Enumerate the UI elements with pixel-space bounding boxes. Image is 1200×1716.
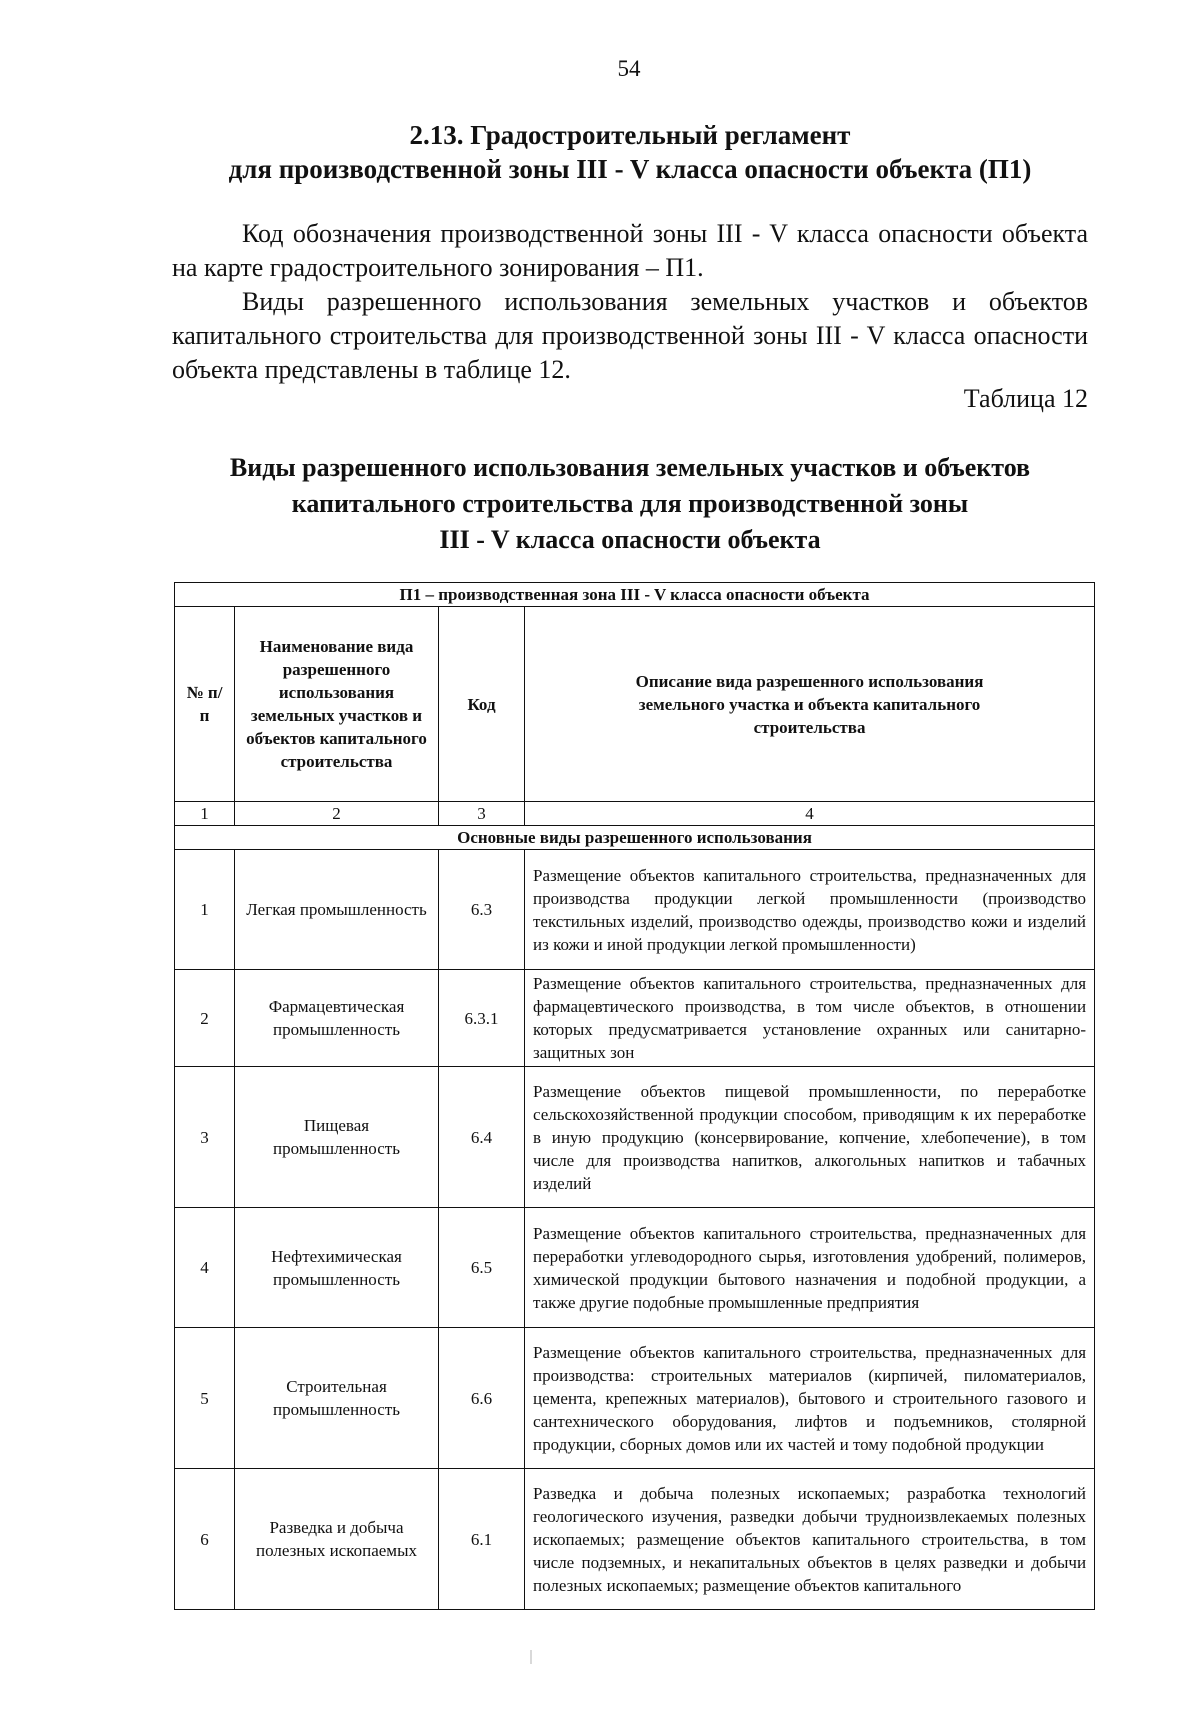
- row-desc: Размещение объектов капитального строительства, предназначенных для производства: строительных материалов (кирпичей, пиломатериалов, цемента, крепежных материалов), бытового и строительного газового и сантехнического оборудования, лифтов и подъемников, столярной продукции, сборных домов или их частей и тому подобной продукции: [525, 1328, 1095, 1469]
- paragraph-zone-code: [172, 217, 1088, 285]
- row-code: 6.4: [439, 1067, 525, 1208]
- table-title-line2: капитального строительства для производственной зоны: [291, 489, 969, 518]
- row-name: Разведка и добыча полезных ископаемых: [235, 1469, 439, 1610]
- row-name: Строительная промышленность: [235, 1328, 439, 1469]
- table-row: [175, 850, 1095, 970]
- table-title-line3: III - V класса опасности объекта: [439, 525, 821, 554]
- section-title-line2: для производственной зоны III - V класса опасности объекта (П1): [228, 154, 1032, 184]
- row-desc: Размещение объектов капитального строительства, предназначенных для переработки углеводородного сырья, изготовления удобрений, полимеров, химической продукции бытового назначения и подобной продукции, а также другие подобные промышленные предприятия: [525, 1208, 1095, 1328]
- column-number-row: [175, 802, 1095, 826]
- row-code: 6.5: [439, 1208, 525, 1328]
- row-num: 3: [175, 1067, 235, 1208]
- zone-header-cell: П1 – производственная зона III - V класса опасности объекта: [175, 583, 1095, 607]
- col-number-2: 2: [235, 802, 439, 826]
- paragraph-zone-code-text: Код обозначения производственной зоны III - V класса опасности объекта на карте градостроительного зонирования – П1.: [172, 219, 1088, 282]
- table-row: [175, 970, 1095, 1067]
- row-num: 6: [175, 1469, 235, 1610]
- row-code: 6.3.1: [439, 970, 525, 1067]
- header-code: Код: [439, 607, 525, 802]
- table-row: [175, 1067, 1095, 1208]
- paragraph-permitted-uses-text: Виды разрешенного использования земельных участков и объектов капитального строительства для производственной зоны III - V класса опасности объекта представлены в таблице 12.: [172, 287, 1088, 384]
- col-number-1: 1: [175, 802, 235, 826]
- row-desc: Разведка и добыча полезных ископаемых; разработка технологий геологического изучения, разведки добычи трудноизвлекаемых полезных ископаемых; размещение объектов капитального строительства, в том числе подземных, и некапитальных объектов в целях разведки и добычи полезных ископаемых; размещение объектов капитального: [525, 1469, 1095, 1610]
- row-num: 4: [175, 1208, 235, 1328]
- row-desc: Размещение объектов капитального строительства, предназначенных для фармацевтического производства, в том числе объектов, в отношении которых предусматривается установление охранных или санитарно-защитных зон: [525, 970, 1095, 1067]
- table-title: [172, 450, 1088, 558]
- row-code: 6.1: [439, 1469, 525, 1610]
- row-name: Нефтехимическая промышленность: [235, 1208, 439, 1328]
- paragraph-permitted-uses: [172, 285, 1088, 387]
- row-num: 2: [175, 970, 235, 1067]
- section-title-line1: 2.13. Градостроительный регламент: [409, 120, 851, 150]
- row-code: 6.6: [439, 1328, 525, 1469]
- zone-header-row: [175, 583, 1095, 607]
- table-title-line1: Виды разрешенного использования земельных участков и объектов: [229, 453, 1031, 482]
- column-header-row: [175, 607, 1095, 802]
- row-num: 5: [175, 1328, 235, 1469]
- row-name: Пищевая промышленность: [235, 1067, 439, 1208]
- col-number-3: 3: [439, 802, 525, 826]
- table-row: [175, 1469, 1095, 1610]
- section-title: [172, 118, 1088, 186]
- row-name: Легкая промышленность: [235, 850, 439, 970]
- header-name: Наименование вида разрешенного использования земельных участков и объектов капитального строительства: [235, 607, 439, 802]
- row-num: 1: [175, 850, 235, 970]
- scan-artifact: [530, 1650, 532, 1664]
- header-desc: Описание вида разрешенного использования земельного участка и объекта капитального строительства: [525, 607, 1095, 802]
- row-desc: Размещение объектов капитального строительства, предназначенных для производства продукции легкой промышленности (производство текстильных изделий, производство одежды, производство кожи и изделий из кожи и иной продукции легкой промышленности): [525, 850, 1095, 970]
- header-num: № п/п: [175, 607, 235, 802]
- page-number: 54: [617, 56, 641, 81]
- section-label: Основные виды разрешенного использования: [175, 826, 1095, 850]
- section-row: [175, 826, 1095, 850]
- table-row: [175, 1208, 1095, 1328]
- regulation-table: [174, 582, 1095, 1610]
- row-name: Фармацевтическая промышленность: [235, 970, 439, 1067]
- row-desc: Размещение объектов пищевой промышленности, по переработке сельскохозяйственной продукции способом, приводящим к их переработке в иную продукцию (консервирование, копчение, хлебопечение), в том числе для производства напитков, алкогольных напитков и табачных изделий: [525, 1067, 1095, 1208]
- col-number-4: 4: [525, 802, 1095, 826]
- table-row: [175, 1328, 1095, 1469]
- table-label: Таблица 12: [963, 384, 1088, 413]
- row-code: 6.3: [439, 850, 525, 970]
